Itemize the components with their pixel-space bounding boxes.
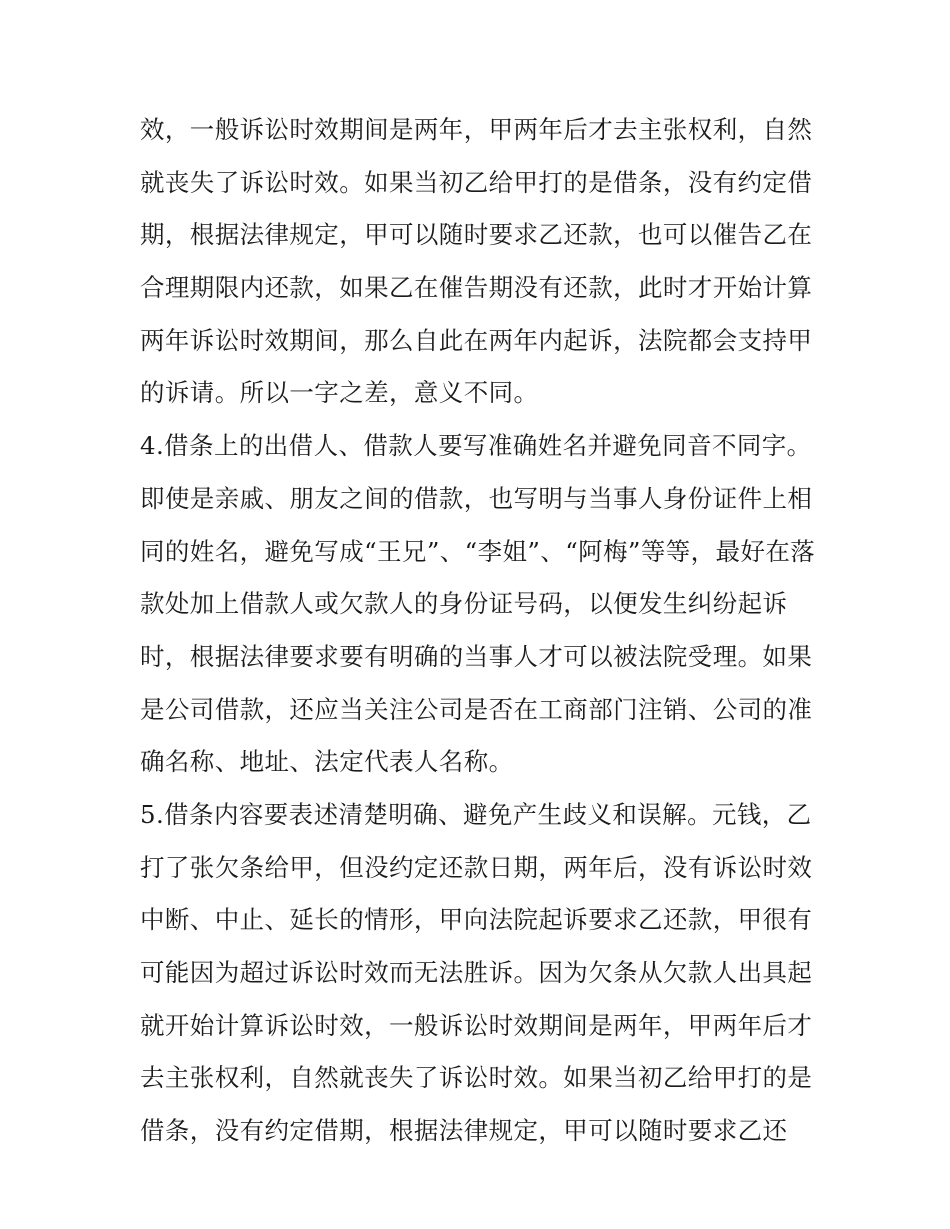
text-line: 确名称、地址、法定代表人名称。 bbox=[140, 747, 514, 777]
text-line: 两年诉讼时效期间，那么自此在两年内起诉，法院都会支持甲 bbox=[140, 325, 813, 355]
body-text bbox=[140, 104, 820, 1158]
text-line: 的诉请。所以一字之差，意义不同。 bbox=[140, 378, 539, 408]
text-line: 同的姓名，避免写成“王兄”、“李姐”、“阿梅”等等，最好在落 bbox=[140, 536, 816, 566]
text-line: 期，根据法律规定，甲可以随时要求乙还款，也可以催告乙在 bbox=[140, 220, 813, 250]
text-line: 就开始计算诉讼时效，一般诉讼时效期间是两年，甲两年后才 bbox=[140, 1010, 813, 1040]
text-line: 可能因为超过诉讼时效而无法胜诉。因为欠条从欠款人出具起 bbox=[140, 958, 813, 987]
text-line: 借条，没有约定借期，根据法律规定，甲可以随时要求乙还 bbox=[140, 1116, 788, 1146]
text-line: 去主张权利，自然就丧失了诉讼时效。如果当初乙给甲打的是 bbox=[140, 1063, 813, 1093]
text-line: 中断、中止、延长的情形，甲向法院起诉要求乙还款，甲很有 bbox=[140, 905, 813, 935]
text-line: 效，一般诉讼时效期间是两年，甲两年后才去主张权利，自然 bbox=[140, 115, 813, 144]
section-5-heading-line: 5.借条内容要表述清楚明确、避免产生歧义和误解。元钱，乙 bbox=[140, 799, 812, 829]
text-line: 就丧失了诉讼时效。如果当初乙给甲打的是借条，没有约定借 bbox=[140, 167, 813, 197]
text-line: 即使是亲戚、朋友之间的借款，也写明与当事人身份证件上相 bbox=[140, 483, 813, 513]
section-4-heading-line: 4.借条上的出借人、借款人要写准确姓名并避免同音不同字。 bbox=[140, 431, 812, 461]
text-line: 款处加上借款人或欠款人的身份证号码，以便发生纠纷起诉 bbox=[140, 589, 788, 619]
text-line: 是公司借款，还应当关注公司是否在工商部门注销、公司的准 bbox=[140, 694, 813, 724]
text-line: 时，根据法律要求要有明确的当事人才可以被法院受理。如果 bbox=[140, 641, 813, 671]
text-line: 打了张欠条给甲，但没约定还款日期，两年后，没有诉讼时效 bbox=[140, 852, 813, 882]
text-line: 合理期限内还款，如果乙在催告期没有还款，此时才开始计算 bbox=[140, 273, 813, 303]
